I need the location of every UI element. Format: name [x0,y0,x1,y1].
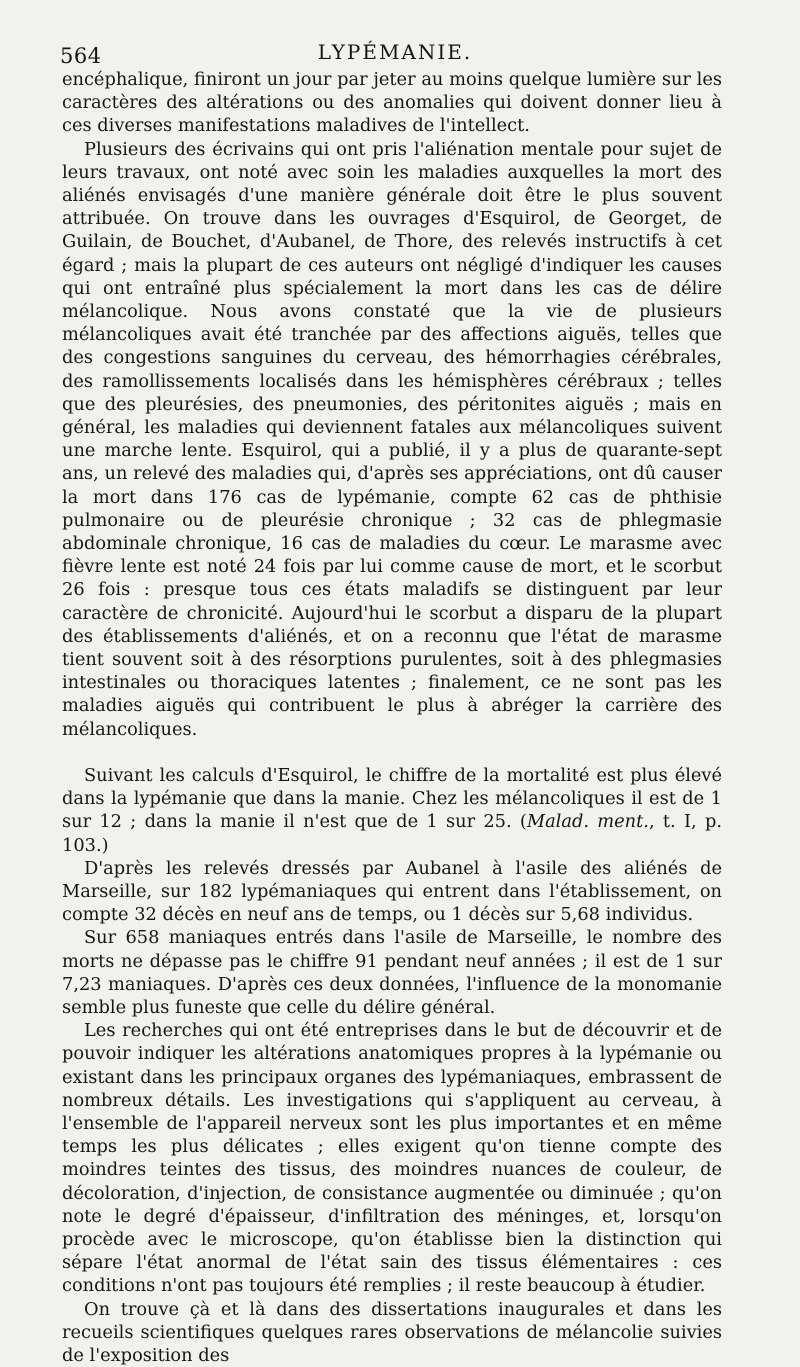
page-number: 564 [60,44,102,68]
paragraph-maniaques: Sur 658 maniaques entrés dans l'asile de Marseille, le nombre des morts ne dépasse pas le chiffre 91 pendant neuf années ; il est de 1 sur 7,23 maniaques. D'après ces deux données, l'influence de la monomanie semble plus funeste que celle du délire général. [62,927,722,1018]
citation-open: ( [511,811,527,833]
paragraph-mortality-causes: Plusieurs des écrivains qui ont pris l'aliénation mentale pour sujet de leurs travaux, ont noté avec soin les maladies auxquelles la mort des aliénés envisagés d'une manière générale doit être le plus souvent attribuée. On trouve dans les ouvrages d'Esquirol, de Georget, de Guilain, de Bouchet, d'Aubanel, de Thore, des relevés instructifs à cet égard ; mais la plupart de ces auteurs ont négligé d'indiquer les causes qui ont entraîné plus spécialement la mort dans les cas de délire mélancolique. Nous avons constaté que la vie de plusieurs mélancoliques avait été tranchée par des affections aiguës, telles que des congestions sanguines du cerveau, des hémorrhagies cérébrales, des ramollissements localisés dans les hémisphères cérébraux ; telles que des pleurésies, des pneumonies, des péritonites aiguës ; mais en général, les maladies qui deviennent fatales aux mélancoliques suivent une marche lente. Esquirol, qui a publié, il y a plus de quarante-sept ans, un relevé des maladies qui, d'après ses appréciations, ont dû causer la mort dans 176 cas de lypémanie, compte 62 cas de phthisie pulmonaire ou de pleurésie chronique ; 32 cas de phlegmasie abdominale chronique, 16 cas de maladies du cœur. Le marasme avec fièvre lente est noté 24 fois par lui comme cause de mort, et le scorbut 26 fois : presque tous ces états maladifs se distinguent par leur caractère de chronicité. Aujourd'hui le scorbut a disparu de la plupart des établissements d'aliénés, et on a reconnu que l'état de marasme tient souvent soit à des résorptions purulentes, soit à des phlegmasies intestinales ou thoraciques latentes ; finalement, ce ne sont pas les maladies aiguës qui contribuent le plus à abréger la carrière des mélancoliques. [62,138,722,740]
paragraph-gap [62,741,722,764]
paragraph-continued: encéphalique, finiront un jour par jeter au moins quelque lumière sur les caractères des altérations ou des anomalies qui doivent donner lieu à ces diverses manifestations maladives de l'intellect. [62,69,722,137]
paragraph-aubanel: D'après les relevés dressés par Aubanel à l'asile des aliénés de Marseille, sur 182 lypémaniaques qui entrent dans l'établissement, on compte 32 décès en neuf ans de temps, ou 1 décès sur 5,68 individus. [62,857,722,926]
paragraph-final: On trouve çà et là dans des dissertations inaugurales et dans les recueils scientifiques quelques rares observations de mélancolie suivies de l'exposition des [62,1298,722,1366]
body-text [62,68,722,1367]
running-title: LYPÉMANIE. [317,40,473,64]
paragraph-anatomical-research: Les recherches qui ont été entreprises dans le but de découvrir et de pouvoir indiquer les altérations anatomiques propres à la lypémanie ou existant dans les principaux organes des lypémaniaques, embrassent de nombreux détails. Les investigations qui s'appliquent au cerveau, à l'ensemble de l'appareil nerveux sont les plus importantes et en même temps les plus délicates ; elles exigent qu'on tienne compte des moindres teintes des tissus, des moindres nuances de couleur, de décoloration, d'injection, de consistance augmentée ou diminuée ; qu'on note le degré d'épaisseur, d'infiltration des méninges, et, lorsqu'on procède avec le microscope, qu'on établisse bien la distinction qui sépare l'état anormal de l'état sain des tissus élémentaires : ces conditions n'ont pas toujours été remplies ; il reste beaucoup à étudier. [62,1020,722,1297]
citation-rest: , t. I, p. 103.) [62,811,722,856]
citation-title: Malad. ment. [526,811,649,833]
page-header [60,38,730,68]
esquirol-calculation-text: Suivant les calculs d'Esquirol, le chiffre de la mortalité est plus élevé dans la lypémanie que dans la manie. Chez les mélancoliques il est de 1 sur 12 ; dans la manie il n'est que de 1 sur 25. [62,764,722,833]
paragraph-esquirol-calculation [62,764,722,857]
